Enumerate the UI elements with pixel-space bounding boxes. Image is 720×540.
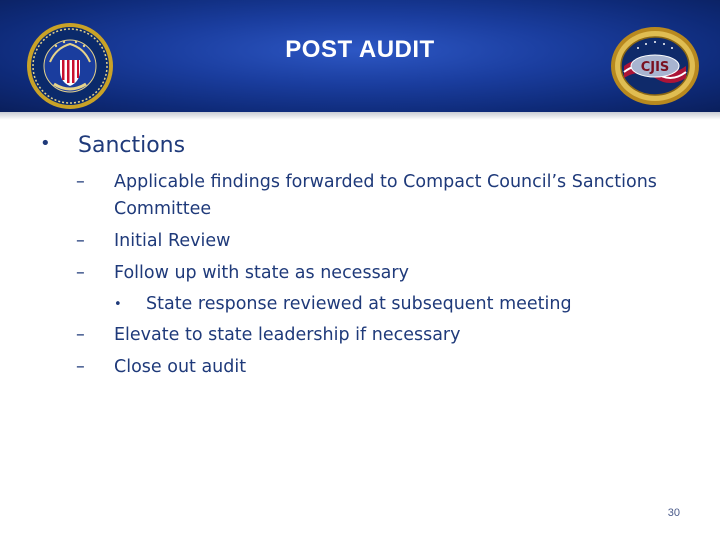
- bullet-icon: •: [40, 133, 51, 154]
- dash-bullet: –: [76, 357, 85, 377]
- dash-bullet: –: [76, 172, 85, 192]
- cjis-seal-text: CJIS: [640, 60, 670, 75]
- list-item-text: Elevate to state leadership if necessary: [114, 325, 461, 345]
- page-number: 30: [667, 507, 680, 519]
- dash-bullet: –: [76, 263, 85, 283]
- sub-bullet-icon: •: [114, 297, 122, 312]
- slide-title: POST AUDIT: [285, 36, 435, 63]
- sub-list-item-text: State response reviewed at subsequent meeting: [146, 294, 572, 314]
- list-item-text: Applicable findings forwarded to Compact Council’s Sanctions: [114, 172, 657, 192]
- list-item-text: Committee: [114, 199, 212, 219]
- dash-bullet: –: [76, 325, 85, 345]
- list-item-text: Initial Review: [114, 231, 231, 251]
- bullet-heading: Sanctions: [78, 133, 186, 158]
- list-item-text: Follow up with state as necessary: [114, 263, 409, 283]
- dash-bullet: –: [76, 231, 85, 251]
- list-item-text: Close out audit: [114, 357, 247, 377]
